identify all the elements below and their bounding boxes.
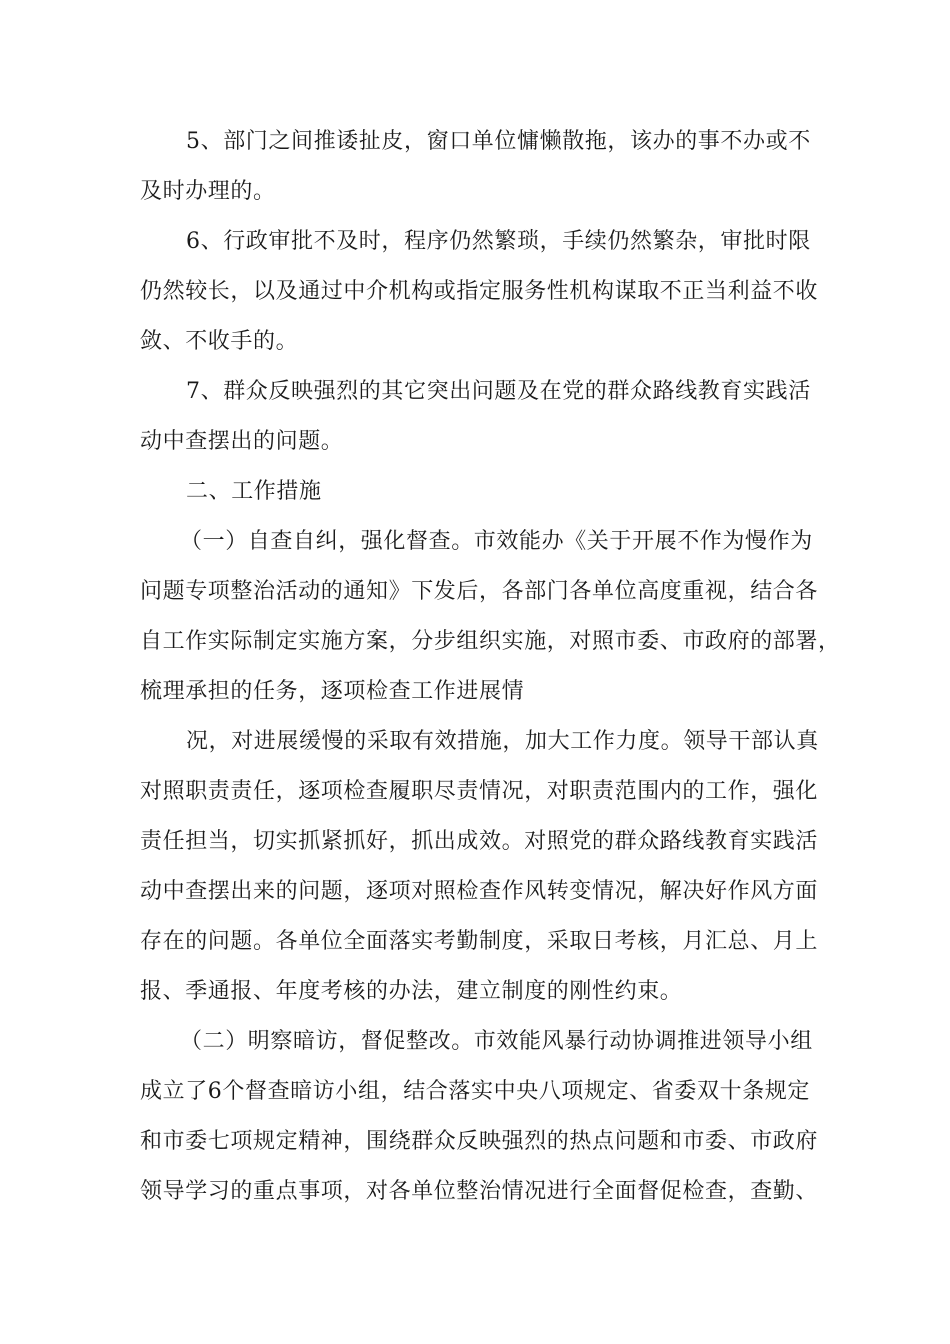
paragraph-6-line-1: 6、行政审批不及时，程序仍然繁琐，手续仍然繁杂，审批时限 [186,229,811,254]
section-heading-work-measures: 二、工作措施 [186,479,322,504]
paragraph-1b-line-1: 况，对进展缓慢的采取有效措施，加大工作力度。领导干部认真 [186,729,819,754]
paragraph-5-line-1: 5、部门之间推诿扯皮，窗口单位慵懒散拖，该办的事不办或不 [186,129,811,154]
paragraph-2-line-2: 成立了6个督查暗访小组，结合落实中央八项规定、省委双十条规定 [140,1079,810,1104]
paragraph-2-line-1: （二）明察暗访，督促整改。市效能风暴行动协调推进领导小组 [180,1029,813,1054]
paragraph-1b-line-5: 存在的问题。各单位全面落实考勤制度，采取日考核，月汇总、月上 [140,929,819,954]
paragraph-5-line-2: 及时办理的。 [140,179,276,204]
paragraph-2-line-3: 和市委七项规定精神，围绕群众反映强烈的热点问题和市委、市政府 [140,1129,819,1154]
paragraph-1-line-2: 问题专项整治活动的通知》下发后，各部门各单位高度重视，结合各 [140,579,819,604]
paragraph-1b-line-4: 动中查摆出来的问题，逐项对照检查作风转变情况，解决好作风方面 [140,879,819,904]
paragraph-1-line-4: 梳理承担的任务，逐项检查工作进展情 [140,679,525,704]
paragraph-6-line-3: 敛、不收手的。 [140,329,299,354]
paragraph-7-line-2: 动中查摆出的问题。 [140,429,344,454]
paragraph-1b-line-2: 对照职责责任，逐项检查履职尽责情况，对职责范围内的工作，强化 [140,779,819,804]
paragraph-1-line-1: （一）自查自纠，强化督查。市效能办《关于开展不作为慢作为 [180,529,813,554]
paragraph-2-line-4: 领导学习的重点事项，对各单位整治情况进行全面督促检查，查勤、 [140,1179,819,1204]
paragraph-7-line-1: 7、群众反映强烈的其它突出问题及在党的群众路线教育实践活 [186,379,811,404]
paragraph-1b-line-3: 责任担当，切实抓紧抓好，抓出成效。对照党的群众路线教育实践活 [140,829,819,854]
paragraph-1-line-3: 自工作实际制定实施方案，分步组织实施，对照市委、市政府的部署， [140,629,841,654]
paragraph-1b-line-6: 报、季通报、年度考核的办法，建立制度的刚性约束。 [140,979,683,1004]
paragraph-6-line-2: 仍然较长，以及通过中介机构或指定服务性机构谋取不正当利益不收 [140,279,819,304]
